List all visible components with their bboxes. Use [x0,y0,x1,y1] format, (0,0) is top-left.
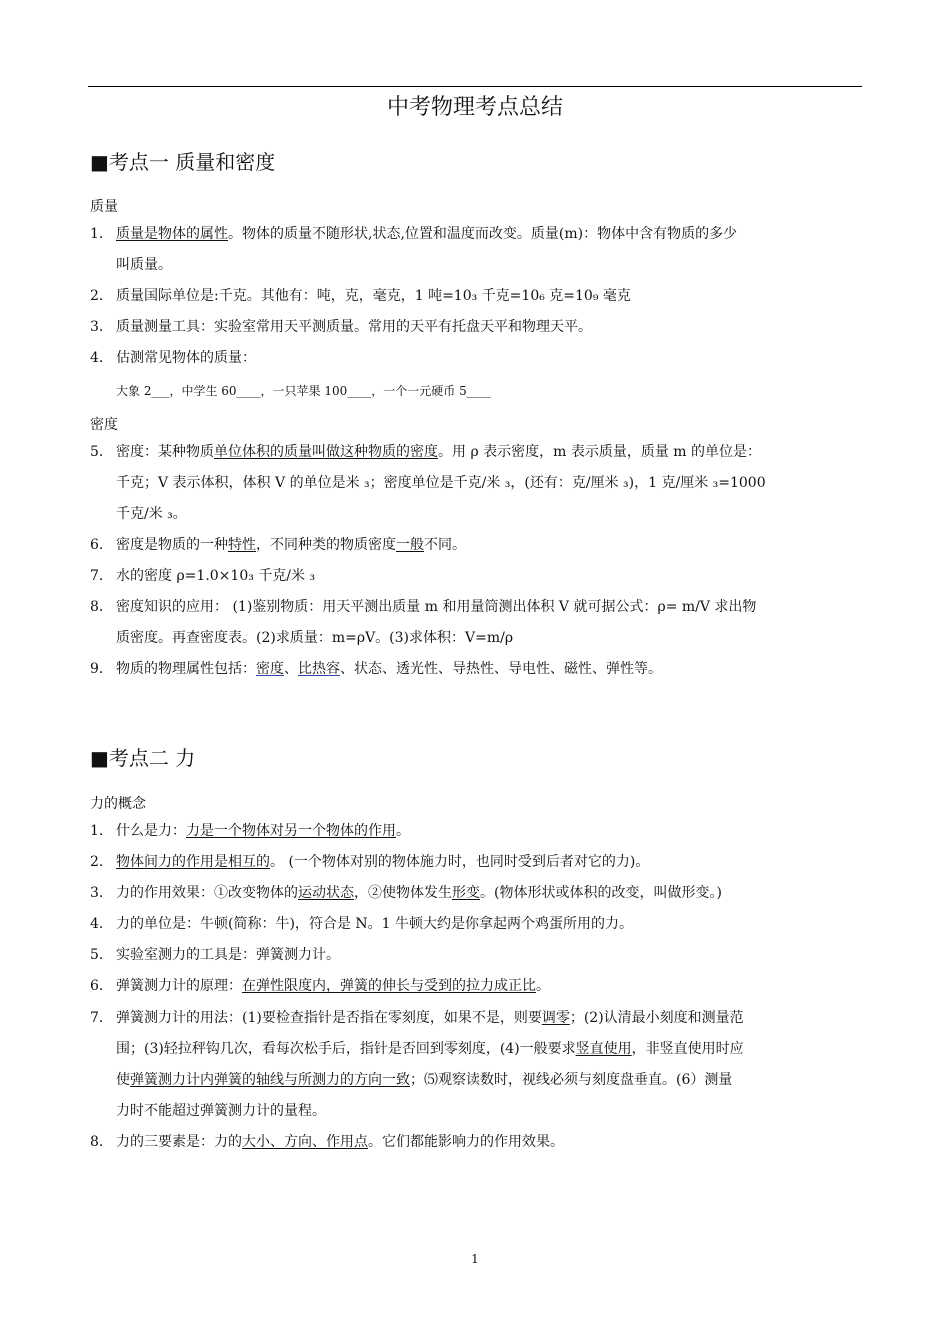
page-title: 中考物理考点总结 [386,95,563,120]
subheading-force-concept: 力的概念 [90,796,146,812]
list-item: 1． 什么是力：力是一个物体对另一个物体的作用。 [90,823,410,839]
section-heading-1: ■考点一 质量和密度 [90,150,276,174]
list-item-continued: 叫质量。 [116,257,172,273]
list-item: 2． 物体间力的作用是相互的。 (一个物体对别的物体施力时，也同时受到后者对它的力)。 [90,854,650,870]
list-item: 4． 估测常见物体的质量： [90,350,256,366]
list-item: 3． 力的作用效果：①改变物体的运动状态，②使物体发生形变。(物体形状或体积的改变，叫做形变。) [90,885,722,901]
list-item: 8． 力的三要素是：力的大小、方向、作用点。它们都能影响力的作用效果。 [90,1134,564,1150]
list-item: 6． 弹簧测力计的原理：在弹性限度内，弹簧的伸长与受到的拉力成正比。 [90,978,550,994]
section-heading-2: ■考点二 力 [90,746,196,770]
list-item: 4． 力的单位是：牛顿(简称：牛)，符合是 N。1 牛顿大约是你拿起两个鸡蛋所用的力。 [90,916,633,932]
list-item-continued: 质密度。再查密度表。(2)求质量：m=ρV。(3)求体积：V=m/ρ [116,630,514,646]
list-item: 1． 质量是物体的属性。物体的质量不随形状,状态,位置和温度而改变。质量(m)：物体中含有物质的多少 [90,226,738,242]
list-item: 5． 实验室测力的工具是：弹簧测力计。 [90,947,340,963]
list-item-continued: 使弹簧测力计内弹簧的轴线与所测力的方向一致；⑸观察读数时，视线必须与刻度盘垂直。(6）测量 [116,1072,733,1088]
list-item-continued: 力时不能超过弹簧测力计的量程。 [116,1103,326,1119]
list-item-continued: 千克/米 ₃。 [116,506,187,522]
list-item-continued: 千克；V 表示体积，体积 V 的单位是米 ₃；密度单位是千克/米 ₃，(还有：克/厘米 ₃)，1 克/厘米 ₃=1000 [116,475,766,491]
list-item: 3． 质量测量工具：实验室常用天平测质量。常用的天平有托盘天平和物理天平。 [90,319,592,335]
list-item: 7． 弹簧测力计的用法：(1)要检查指针是否指在零刻度，如果不是，则要调零；(2)认清最小刻度和测量范 [90,1010,744,1026]
list-item: 5． 密度：某种物质单位体积的质量叫做这种物质的密度。用 ρ 表示密度，m 表示质量，质量 m 的单位是： [90,444,762,460]
list-item: 7． 水的密度 ρ=1.0×10₃ 千克/米 ₃ [90,568,316,584]
list-item: 6． 密度是物质的一种特性，不同种类的物质密度一般不同。 [90,537,466,553]
fill-in-blank: 大象 2___，中学生 60____，一只苹果 100____，一个一元硬币 5____ [116,384,491,398]
page-number: 1 [471,1252,479,1266]
list-item: 9． 物质的物理属性包括：密度、比热容、状态、透光性、导热性、导电性、磁性、弹性等。 [90,661,662,677]
list-item-continued: 围；(3)轻拉秤钩几次，看每次松手后，指针是否回到零刻度，(4)一般要求竖直使用，非竖直使用时应 [116,1041,744,1057]
list-item: 8． 密度知识的应用： (1)鉴别物质：用天平测出质量 m 和用量筒测出体积 V 就可据公式：ρ= m/V 求出物 [90,599,757,615]
subheading-density: 密度 [90,417,118,433]
subheading-mass: 质量 [90,199,118,215]
list-item: 2． 质量国际单位是:千克。其他有：吨，克，毫克，1 吨=10₃ 千克=10₆ 克=10₉ 毫克 [90,288,631,304]
top-rule [88,86,862,87]
